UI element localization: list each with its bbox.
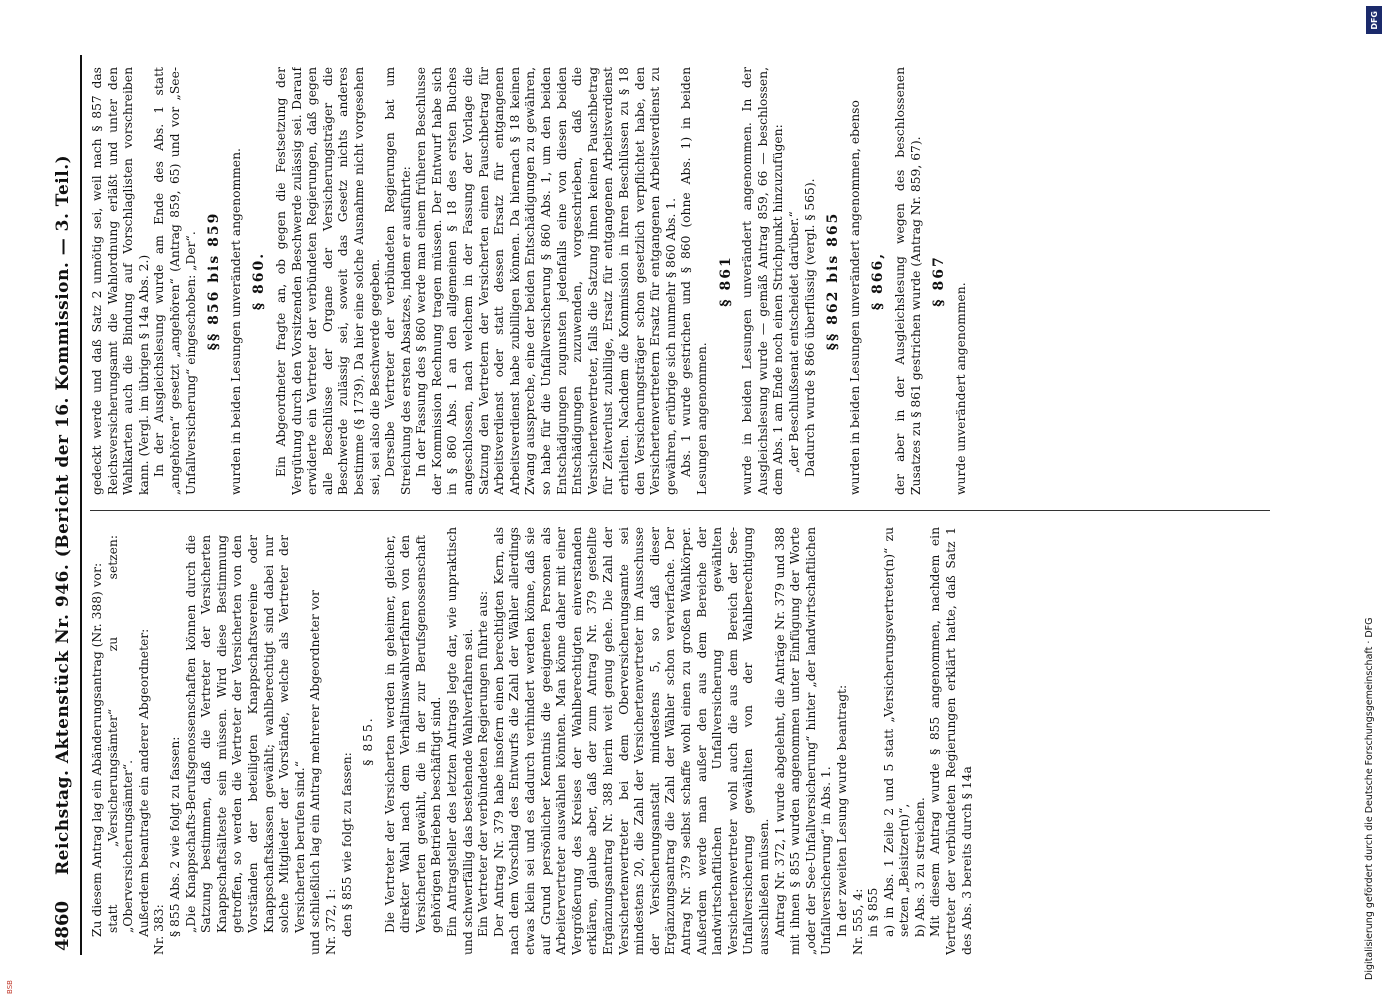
paragraph: Nr. 555, 4:: [850, 888, 865, 955]
paragraph: In der Fassung des § 860 werde man einem früheren Beschlusse der Kommission Rechnung tragen müssen. Der Entwurf habe sich in § 860 Abs. 1 an den allgemeinen § 18 des ersten Buches angeschlossen, nach welchem in der Fassung der Vorlage die Satzung den Vertretern der Versicherten einen Pauschbetrag für Arbeitsverdienst oder statt dessen Ersatz für entgangenen Arbeitsverdienst habe zubilligen können. Da hiernach § 18 keinen Zwang ausspreche, eine der beiden Entschädigungen zu gewähren, so habe für die Unfallversicherung § 860 Abs. 1, um den beiden Entschädigungen zugunsten jedenfalls eine von diesen beiden Entschädigungen zuzuwenden, vorgeschrieben, daß die Versichertenvertreter, falls die Satzung ihnen keinen Pauschbetrag für Zeitverlust zubillige, Ersatz für entgangenen Arbeitsverdienst erhielten. Nachdem die Kommission in ihren Beschlüssen zu § 18 den Versicherungsträger schon gesetzlich verpflichtet habe, den Versichertenvertretern Ersatz für entgangenen Arbeitsverdienst zu gewähren, erübrige sich nunmehr § 860 Abs. 1.: [414, 67, 678, 495]
section-heading: §§ 856 bis 859: [206, 211, 223, 351]
section-heading: § 866,: [870, 251, 887, 311]
paragraph: § 855 Abs. 2 wie folgt zu fassen:: [167, 736, 182, 937]
paragraph: Ein Antragsteller des letzten Antrags legte dar, wie unpraktisch und schwerfällig das bestehende Wahlverfahren sei.: [445, 527, 475, 955]
paragraph: In der zweiten Lesung wurde beantragt:: [834, 684, 849, 937]
paragraph: der aber in der Ausgleichslesung wegen des beschlossenen Zusatzes zu § 861 gestrichen wurde (Antrag Nr. 859, 67).: [892, 67, 923, 495]
paragraph: den § 855 wie folgt zu fassen:: [339, 752, 354, 937]
paragraph: „Die Knappschafts-Berufsgenossenschaften können durch die Satzung bestimmen, daß die Vertreter der Versicherten Knappschaftsälteste sein müssen. Wird diese Bestimmung getroffen, so werden die Vertreter der Versicherten von den Vorständen der beteiligten Knappschaftsvereine oder Knappschaftskassen gewählt; wahlberechtigt sind dabei nur solche Mitglieder der Vorstände, welche als Vertreter der Versicherten berufen sind.“: [183, 535, 307, 933]
paragraph: Ein Abgeordneter fragte an, ob gegen die Festsetzung der Vergütung durch den Vorsitzenden Beschwerde zulässig sei. Darauf erwiderte ein Vertreter der verbündeten Regierungen, daß gegen alle Beschlüsse der Organe der Versicherungsträger die Beschwerde zulässig sei, soweit das Gesetz nichts anderes bestimme (§ 1739). Da hier eine solche Ausnahme nicht vorgesehen sei, sei also die Beschwerde gegeben.: [273, 67, 382, 495]
dfg-logo: DFG: [1366, 6, 1382, 34]
paragraph: Die Vertreter der Versicherten werden in geheimer, gleicher, direkter Wahl nach dem Verhältniswahlverfahren von den Versicherten gewählt, die in der zur Berufsgenossenschaft gehörigen Betrieben beschäftigt sind.: [382, 535, 444, 933]
library-mark: BSB: [6, 980, 14, 994]
paragraph: Außerdem beantragte ein anderer Abgeordneter:: [136, 628, 151, 937]
paragraph: in § 855: [866, 887, 881, 937]
paragraph: In der Ausgleichslesung wurde am Ende des Abs. 1 statt „angehören“ gesetzt „angehören“ (Antrag 859, 65) und vor „See-Unfallversicherung“ eingeschoben: „Der“.: [152, 67, 198, 495]
section-heading: § 867: [931, 255, 948, 307]
paragraph: Der Antrag Nr. 379 habe insofern einen berechtigten Kern, als nach dem Vorschlag des Entwurfs die Zahl der Wähler allerdings etwas klein sei und es dadurch verhindert werden könne, daß sie auf Grund persönlicher Kenntnis die geeigneten Personen als Arbeitervertreter auswählen könnten. Man könne daher mit einer Vergrößerung des Kreises der Wahlberechtigten einverstanden erklären, glaube aber, daß der zum Antrag Nr. 379 gestellte Ergänzungsantrag Nr. 388 hierin weit genug gehe. Die Zahl der Versichertenvertreter bei dem Oberversicherungsamte sei mindestens 20, die Zahl der Versichertenvertreter im Ausschusse der Versicherungsanstalt mindestens 5, so daß dieser Ergänzungsantrag die Zahl der Wähler schon vervierfache. Der Antrag Nr. 379 selbst schaffe wohl einen zu großen Wahlkörper. Außerdem werde man außer den aus dem Bereiche der landwirtschaftlichen Unfallversicherung gewählten Versichertenvertreter wohl auch die aus dem Bereich der See-Unfallversicherung gewählten von der Wahlberechtigung ausschließen müssen.: [491, 527, 771, 955]
paragraph: Nr. 372, 1:: [323, 888, 338, 955]
section-heading: §§ 862 bis 865: [825, 211, 842, 351]
paragraph: b) Abs. 3 zu streichen.: [912, 797, 927, 937]
paragraph: wurde in beiden Lesungen unverändert angenommen. In der Ausgleichslesung wurde — gemäß Antrag 859, 66 — beschlossen, dem Abs. 1 am Ende noch einen Strichpunkt hinzuzufügen:: [740, 67, 786, 495]
rotated-document-page: [48, 55, 1288, 955]
paragraph: Dadurch wurde § 866 überflüssig (vergl. § 565).: [802, 178, 817, 477]
running-title: Reichstag. Aktenstück Nr. 946. (Bericht der 16. Kommission. — 3. Teil.): [53, 154, 73, 875]
section-heading: § 860.: [251, 251, 268, 311]
section-heading: § 861: [717, 255, 734, 307]
digitization-note: Digitalisierung gefördert durch die Deutsche Forschungsgemeinschaft · DFG: [1364, 617, 1375, 980]
paragraph: Nr. 383:: [152, 904, 167, 955]
page-number: 4860: [52, 900, 73, 951]
paragraph: wurden in beiden Lesungen unverändert angenommen.: [228, 148, 243, 495]
paragraph: „der Beschlußsenat entscheidet darüber.“: [786, 211, 801, 473]
page-header: [48, 55, 82, 955]
section-heading: § 855.: [361, 716, 376, 766]
paragraph: Ein Vertreter der verbündeten Regierungen führte aus:: [476, 590, 491, 937]
right-text-column: [90, 67, 1280, 495]
paragraph: Zu diesem Antrag lag ein Abänderungsantrag (Nr. 388) vor:: [90, 562, 104, 937]
paragraph: gedeckt werde und daß Satz 2 unnötig sei, weil nach § 857 das Reichsversicherungsamt die Wahlordnung erläßt und unter den Wahlkarten auch die Bindung auf Vorschlaglisten vorschreiben kann. (Vergl. im übrigen § 14a Abs. 2.): [90, 67, 151, 495]
paragraph: Derselbe Vertreter der verbündeten Regierungen bat um Streichung des ersten Absatzes, indem er ausführte:: [383, 67, 413, 495]
paragraph: Abs. 1 wurde gestrichen und § 860 (ohne Abs. 1) in beiden Lesungen angenommen.: [679, 67, 709, 495]
paragraph: statt „Versicherungsämter“ zu setzen: „Oberversicherungsämter“.: [105, 535, 136, 933]
paragraph: wurde unverändert angenommen.: [953, 282, 968, 495]
paragraph: Antrag Nr. 372, 1 wurde abgelehnt, die Anträge Nr. 379 und 388 mit ihnen § 855 wurden angenommen unter Einfügung der Worte „oder der See-Unfallversicherung“ hinter „der landwirtschaftlichen Unfallversicherung“ in Abs. 1.: [772, 527, 834, 955]
paragraph: und schließlich lag ein Antrag mehrerer Abgeordneter vor: [308, 590, 323, 955]
paragraph: Mit diesem Antrag wurde § 855 angenommen, nachdem ein Vertreter der verbündeten Regierungen erklärt hatte, daß Satz 1 des Abs. 3 bereits durch § 14a: [928, 527, 974, 955]
column-divider: [90, 510, 1270, 511]
paragraph: wurden in beiden Lesungen unverändert angenommen, ebenso: [847, 100, 862, 495]
paragraph: a) in Abs. 1 Zeile 2 und 5 statt „Versicherungsvertreter(n)“ zu setzen „Beisitzer(n)“,: [881, 527, 912, 937]
left-text-column: [90, 527, 1280, 955]
